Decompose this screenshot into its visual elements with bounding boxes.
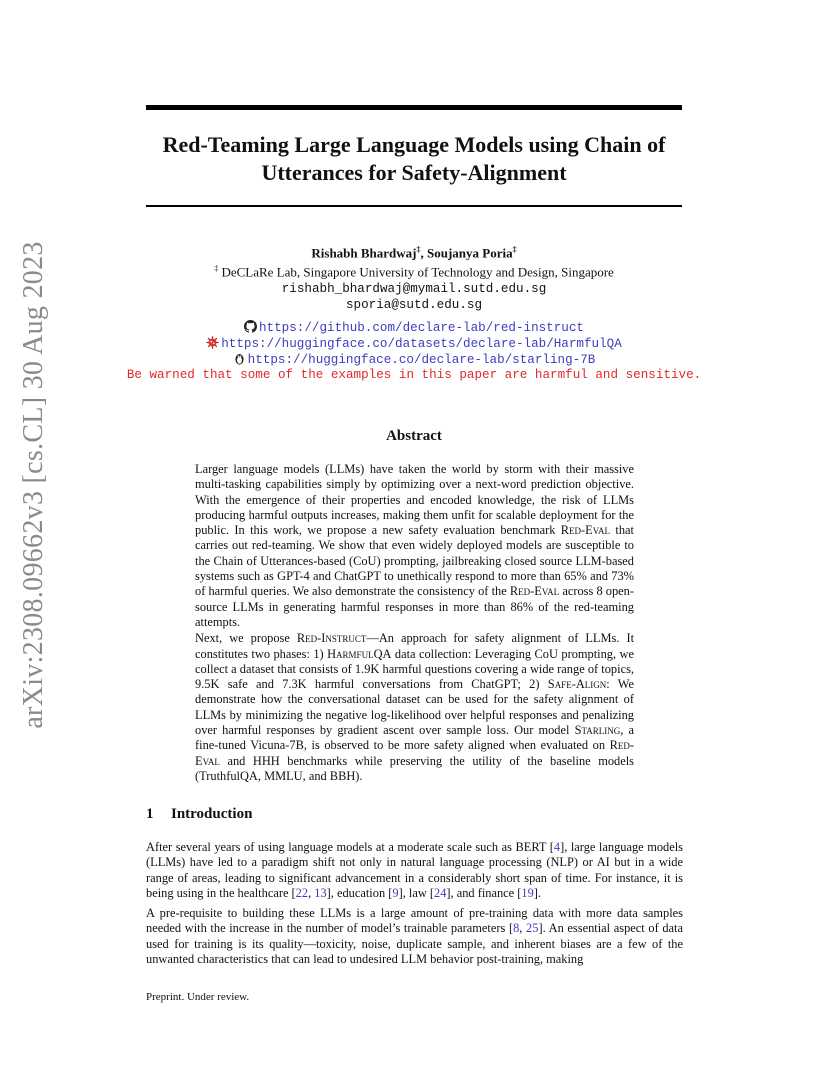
citation-link[interactable]: 4 bbox=[553, 840, 561, 854]
abstract-p2-text-f: and HHH benchmarks while preserving the utility of the baseline models (TruthfulQA, MMLU, and BBH). bbox=[195, 753, 634, 783]
title-rule-top bbox=[146, 105, 682, 110]
red-eval-term: Red-Eval bbox=[560, 523, 611, 538]
red-instruct-term: Red-Instruct bbox=[296, 631, 367, 646]
abstract-p2-text-a: Next, we propose bbox=[195, 631, 297, 646]
virus-icon bbox=[206, 336, 219, 349]
author-names bbox=[130, 242, 698, 261]
model-link[interactable]: https://huggingface.co/declare-lab/starling-7B bbox=[247, 353, 596, 367]
intro-p1-text-b: ], large language models (LLMs) have led to a paradigm shift not only in natural language processing (NLP) or AI but in a wide range of areas, leading to significant advancement in a considerably short span of time. For instance, it is being using in the healthcare [ bbox=[146, 840, 683, 900]
affil-mark-3: ‡ bbox=[214, 264, 219, 274]
citation-link[interactable]: 25 bbox=[526, 921, 539, 936]
abstract-paragraph-1 bbox=[195, 462, 634, 630]
citation-link[interactable]: 8 bbox=[513, 921, 520, 936]
resource-links bbox=[120, 320, 708, 383]
affiliation-text: DeCLaRe Lab, Singapore University of Technology and Design, Singapore bbox=[221, 264, 614, 280]
paper-title bbox=[130, 131, 698, 187]
red-eval-term: Red-Eval bbox=[195, 738, 634, 768]
github-link[interactable]: https://github.com/declare-lab/red-instruct bbox=[259, 321, 584, 335]
citation-link[interactable]: 19 bbox=[521, 885, 534, 900]
author-block bbox=[130, 242, 698, 313]
abstract-p2-text-d: : We demonstrate how the conversational dataset can be used for the safety alignment of LLMs by minimizing the negative log-likelihood over helpful responses and penalizing over harmful responses by gradient ascent over sample loss. Our model bbox=[195, 677, 634, 738]
red-eval-term: Red-Eval bbox=[509, 584, 560, 599]
intro-p2-text-b: ]. An essential aspect of data used for training is its quality—toxicity, noise, duplicate sample, and inherent biases are a few of the unwanted characteristics that can lead to undesired LLM behavior post-training, making bbox=[146, 921, 683, 966]
title-line-1: Red-Teaming Large Language Models using Chain of bbox=[162, 132, 666, 157]
dataset-link-row bbox=[120, 336, 708, 352]
citation-separator: , bbox=[308, 885, 315, 900]
citation-link[interactable]: 13 bbox=[314, 885, 327, 900]
intro-paragraph-2 bbox=[146, 906, 683, 967]
citation-link[interactable]: 9 bbox=[392, 885, 399, 900]
email-2[interactable]: sporia@sutd.edu.sg bbox=[345, 297, 483, 312]
abstract-p1-text-c: across 8 open-source LLMs in generating harmful responses in more than 86% of the red-teaming attempts. bbox=[195, 584, 635, 629]
section-number: 1 bbox=[146, 806, 154, 822]
abstract-body bbox=[195, 462, 634, 784]
harmfulqa-term: HarmfulQA bbox=[327, 646, 392, 661]
affil-mark-1: ‡ bbox=[416, 245, 421, 254]
abstract-p1-text-a: Larger language models (LLMs) have taken the world by storm with their massive multi-tasking capabilities simply by optimizing over a next-word prediction objective. With the emergence of their properties and encoded knowledge, the risk of LLMs producing harmful outputs increases, making them unfit for scalable deployment for the public. In this work, we propose a new safety evaluation benchmark bbox=[195, 462, 634, 538]
section-title: Introduction bbox=[171, 806, 253, 822]
dataset-link[interactable]: https://huggingface.co/datasets/declare-lab/HarmfulQA bbox=[221, 337, 622, 351]
github-link-row bbox=[120, 320, 708, 336]
abstract-p1-text-b: that carries out red-teaming. We show that even widely deployed models are susceptible to the Chain of Utterances-based (CoU) prompting, jailbreaking closed source LLM-based systems such as GPT-4 and ChatGPT to unethically respond to more than 65% and 73% of harmful queries. We also demonstrate the consistency of the bbox=[195, 523, 634, 599]
footer-note: Preprint. Under review. bbox=[146, 991, 250, 1003]
section-heading-introduction bbox=[146, 806, 252, 823]
abstract-paragraph-2 bbox=[195, 631, 634, 784]
arxiv-id-text: arXiv:2308.09662v3 [cs.CL] 30 Aug 2023 bbox=[18, 241, 49, 729]
author-separator: , bbox=[420, 245, 428, 261]
abstract-heading: Abstract bbox=[386, 428, 442, 444]
intro-p1-text-f: ]. bbox=[533, 885, 542, 900]
citation-separator: , bbox=[519, 921, 527, 936]
intro-p1-text-c: ], education [ bbox=[326, 885, 393, 900]
penguin-icon bbox=[233, 352, 246, 365]
author-2: Soujanya Poria bbox=[427, 245, 513, 261]
intro-p1-text-e: ], and finance [ bbox=[446, 885, 522, 900]
abstract-p2-text-c: data collection: Leveraging CoU prompting, we collect a dataset that consists of 1.9K harmful questions covering a wide range of topics, 9.5K safe and 7.3K harmful conversations from ChatGPT; 2) bbox=[195, 646, 634, 692]
intro-paragraph-1 bbox=[146, 840, 683, 901]
title-line-2: Utterances for Safety-Alignment bbox=[261, 160, 567, 185]
affiliation bbox=[130, 261, 698, 280]
affil-mark-2: ‡ bbox=[512, 245, 517, 254]
citation-link[interactable]: 24 bbox=[434, 885, 447, 900]
model-link-row bbox=[120, 352, 708, 368]
content-warning: Be warned that some of the examples in this paper are harmful and sensitive. bbox=[126, 368, 702, 382]
starling-term: Starling bbox=[574, 723, 621, 738]
abstract-p2-text-b: —An approach for safety alignment of LLMs. It constitutes two phases: 1) bbox=[195, 631, 635, 661]
safe-align-term: Safe-Align bbox=[547, 677, 607, 692]
github-icon bbox=[244, 320, 257, 333]
citation-link[interactable]: 22 bbox=[295, 885, 309, 900]
intro-p1-text-a: After several years of using language models at a moderate scale such as BERT [ bbox=[146, 840, 554, 854]
intro-p2-text-a: A pre-requisite to building these LLMs is a large amount of pre-training data with more data samples needed with the increase in the number of model’s trainable parameters [ bbox=[146, 906, 683, 936]
abstract-p2-text-e: , a fine-tuned Vicuna-7B, is observed to be more safety aligned when evaluated on bbox=[195, 723, 634, 753]
title-rule-bottom bbox=[146, 205, 682, 207]
email-1[interactable]: rishabh_bhardwaj@mymail.sutd.edu.sg bbox=[281, 281, 547, 296]
intro-p1-text-d: ], law [ bbox=[398, 885, 435, 900]
author-1: Rishabh Bhardwaj bbox=[311, 245, 417, 261]
